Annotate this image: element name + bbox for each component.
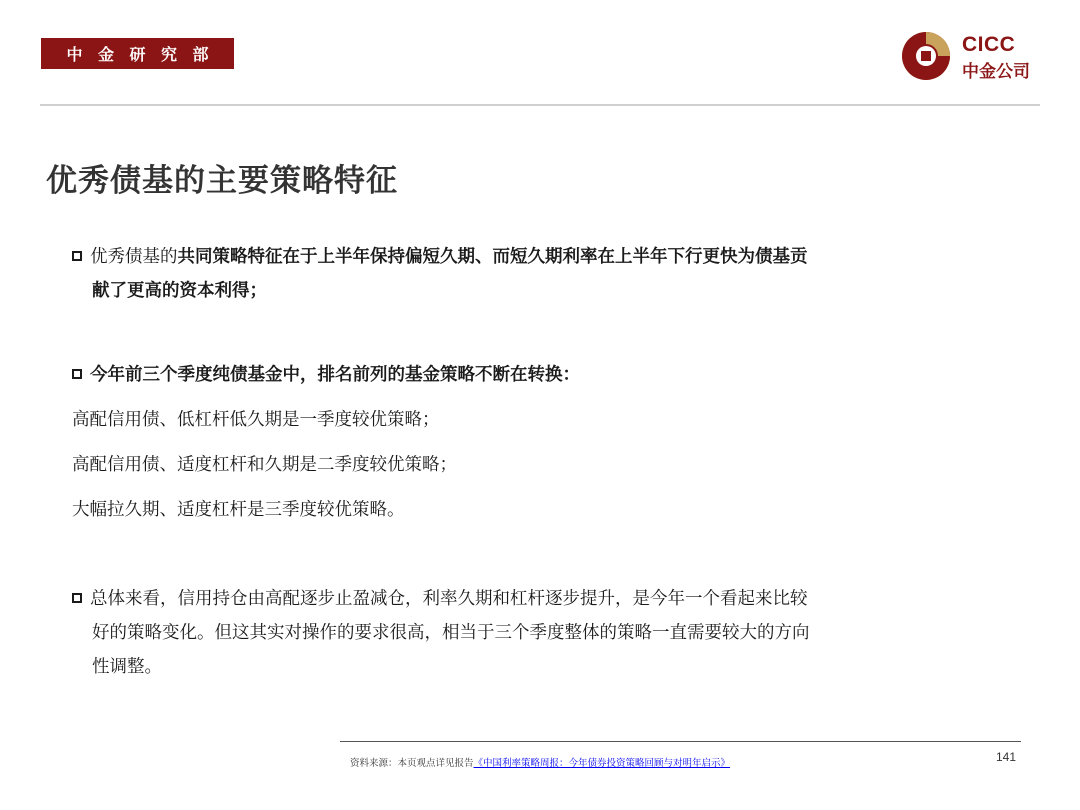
- summary-line: 性调整。: [92, 657, 162, 677]
- dept-char: 部: [192, 45, 209, 64]
- report-link[interactable]: 《中国利率策略周报：今年债券投资策略回顾与对明年启示》: [473, 758, 731, 769]
- strategy-line: 高配信用债、适度杠杆和久期是二季度较优策略；: [72, 455, 457, 475]
- square-bullet-icon: [72, 251, 82, 261]
- dept-char: 究: [160, 45, 177, 64]
- header-divider: [40, 104, 1040, 106]
- section-lead: 优秀债基的: [90, 247, 178, 267]
- strategy-line: 大幅拉久期、适度杠杆是三季度较优策略。: [72, 500, 405, 520]
- section-common-strategy: [72, 240, 977, 308]
- source-note: [350, 755, 730, 769]
- section-strategy-shift: [72, 358, 977, 392]
- summary-line: 总体来看，信用持仓由高配逐步止盈减仓，利率久期和杠杆逐步提升，是今年一个看起来比较: [90, 589, 808, 609]
- cicc-logo-icon: [900, 30, 954, 82]
- square-bullet-icon: [72, 369, 82, 379]
- page-number: 141: [996, 750, 1017, 764]
- logo-text-en: CICC: [962, 33, 1016, 56]
- section-heading: 今年前三个季度纯债基金中，排名前列的基金策略不断在转换：: [90, 365, 580, 385]
- footer-divider: [340, 741, 1021, 742]
- dept-char: 研: [129, 45, 146, 64]
- logo-text-cn: 中金公司: [962, 62, 1030, 82]
- section-bold-text-cont: 献了更高的资本利得；: [92, 281, 267, 301]
- dept-char: 中: [66, 45, 83, 64]
- strategy-line: 高配信用债、低杠杆低久期是一季度较优策略；: [72, 410, 440, 430]
- section-summary: [72, 582, 977, 684]
- cicc-logo: [900, 30, 1045, 82]
- summary-line: 好的策略变化。但这其实对操作的要求很高，相当于三个季度整体的策略一直需要较大的方向: [92, 623, 810, 643]
- section-bold-text: 共同策略特征在于上半年保持偏短久期、而短久期利率在上半年下行更快为债基贡: [177, 247, 808, 267]
- department-badge: [41, 38, 234, 69]
- page-title: 优秀债基的主要策略特征: [46, 163, 398, 199]
- square-bullet-icon: [72, 593, 82, 603]
- dept-char: 金: [97, 45, 114, 64]
- source-prefix: 资料来源：本页观点详见报告: [350, 758, 474, 769]
